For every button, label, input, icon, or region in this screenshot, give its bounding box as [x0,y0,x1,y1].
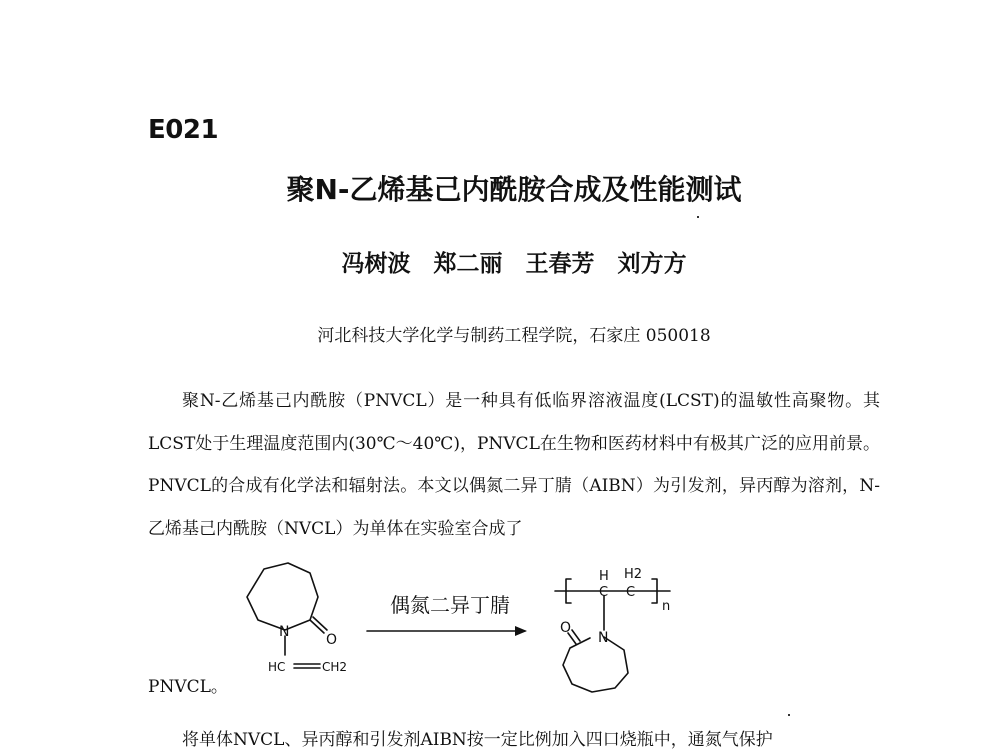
product-n-label: N [598,630,609,646]
reactant-o-label: O [326,632,338,648]
product-ring [563,637,628,692]
paper-title: 聚N-乙烯基己内酰胺合成及性能测试 [286,173,742,206]
next-paragraph-partial: 将单体NVCL、异丙醇和引发剂AIBN按一定比例加入四口烧瓶中，通氮气保护 [182,730,773,750]
reaction-arrow-label: 偶氮二异丁腈 [390,593,510,617]
reaction-arrow-head [515,626,527,636]
reactant-carbonyl [310,617,327,633]
product-o-label: O [560,620,572,636]
reaction-scheme [230,560,690,695]
scan-speck [788,714,790,716]
reactant-vinyl-bond [294,664,320,668]
author-list: 冯树波 郑二丽 王春芳 刘方方 [341,251,687,277]
reactant-n-label: N [279,624,290,640]
affiliation: 河北科技大学化学与制药工程学院，石家庄 050018 [317,326,711,346]
paper-code: E021 [148,115,219,145]
scan-speck [697,216,699,218]
product-c1-label: C [599,585,609,600]
product-c2-label: C [626,585,636,600]
reactant-ring [247,563,318,630]
product-n-subscript: n [662,599,671,614]
paragraph-tail: PNVCL。 [148,677,228,697]
reactant-ch2-label: CH2 [322,660,348,674]
reactant-vinyl-label: HC [268,660,286,674]
body-paragraph: 聚N-乙烯基己内酰胺（PNVCL）是一种具有低临界溶液温度(LCST)的温敏性高聚物。其LCST处于生理温度范围内(30℃～40℃)，PNVCL在生物和医药材料中有极其广泛的应用前景。PNVCL的合成有化学法和辐射法。本文以偶氮二异丁腈（AIBN）为引发剂，异丙醇为溶剂，N-乙烯基己内酰胺（NVCL）为单体在实验室合成了 [148,391,880,539]
product-h2-label: H2 [624,567,643,582]
product-h-label: H [599,569,609,584]
